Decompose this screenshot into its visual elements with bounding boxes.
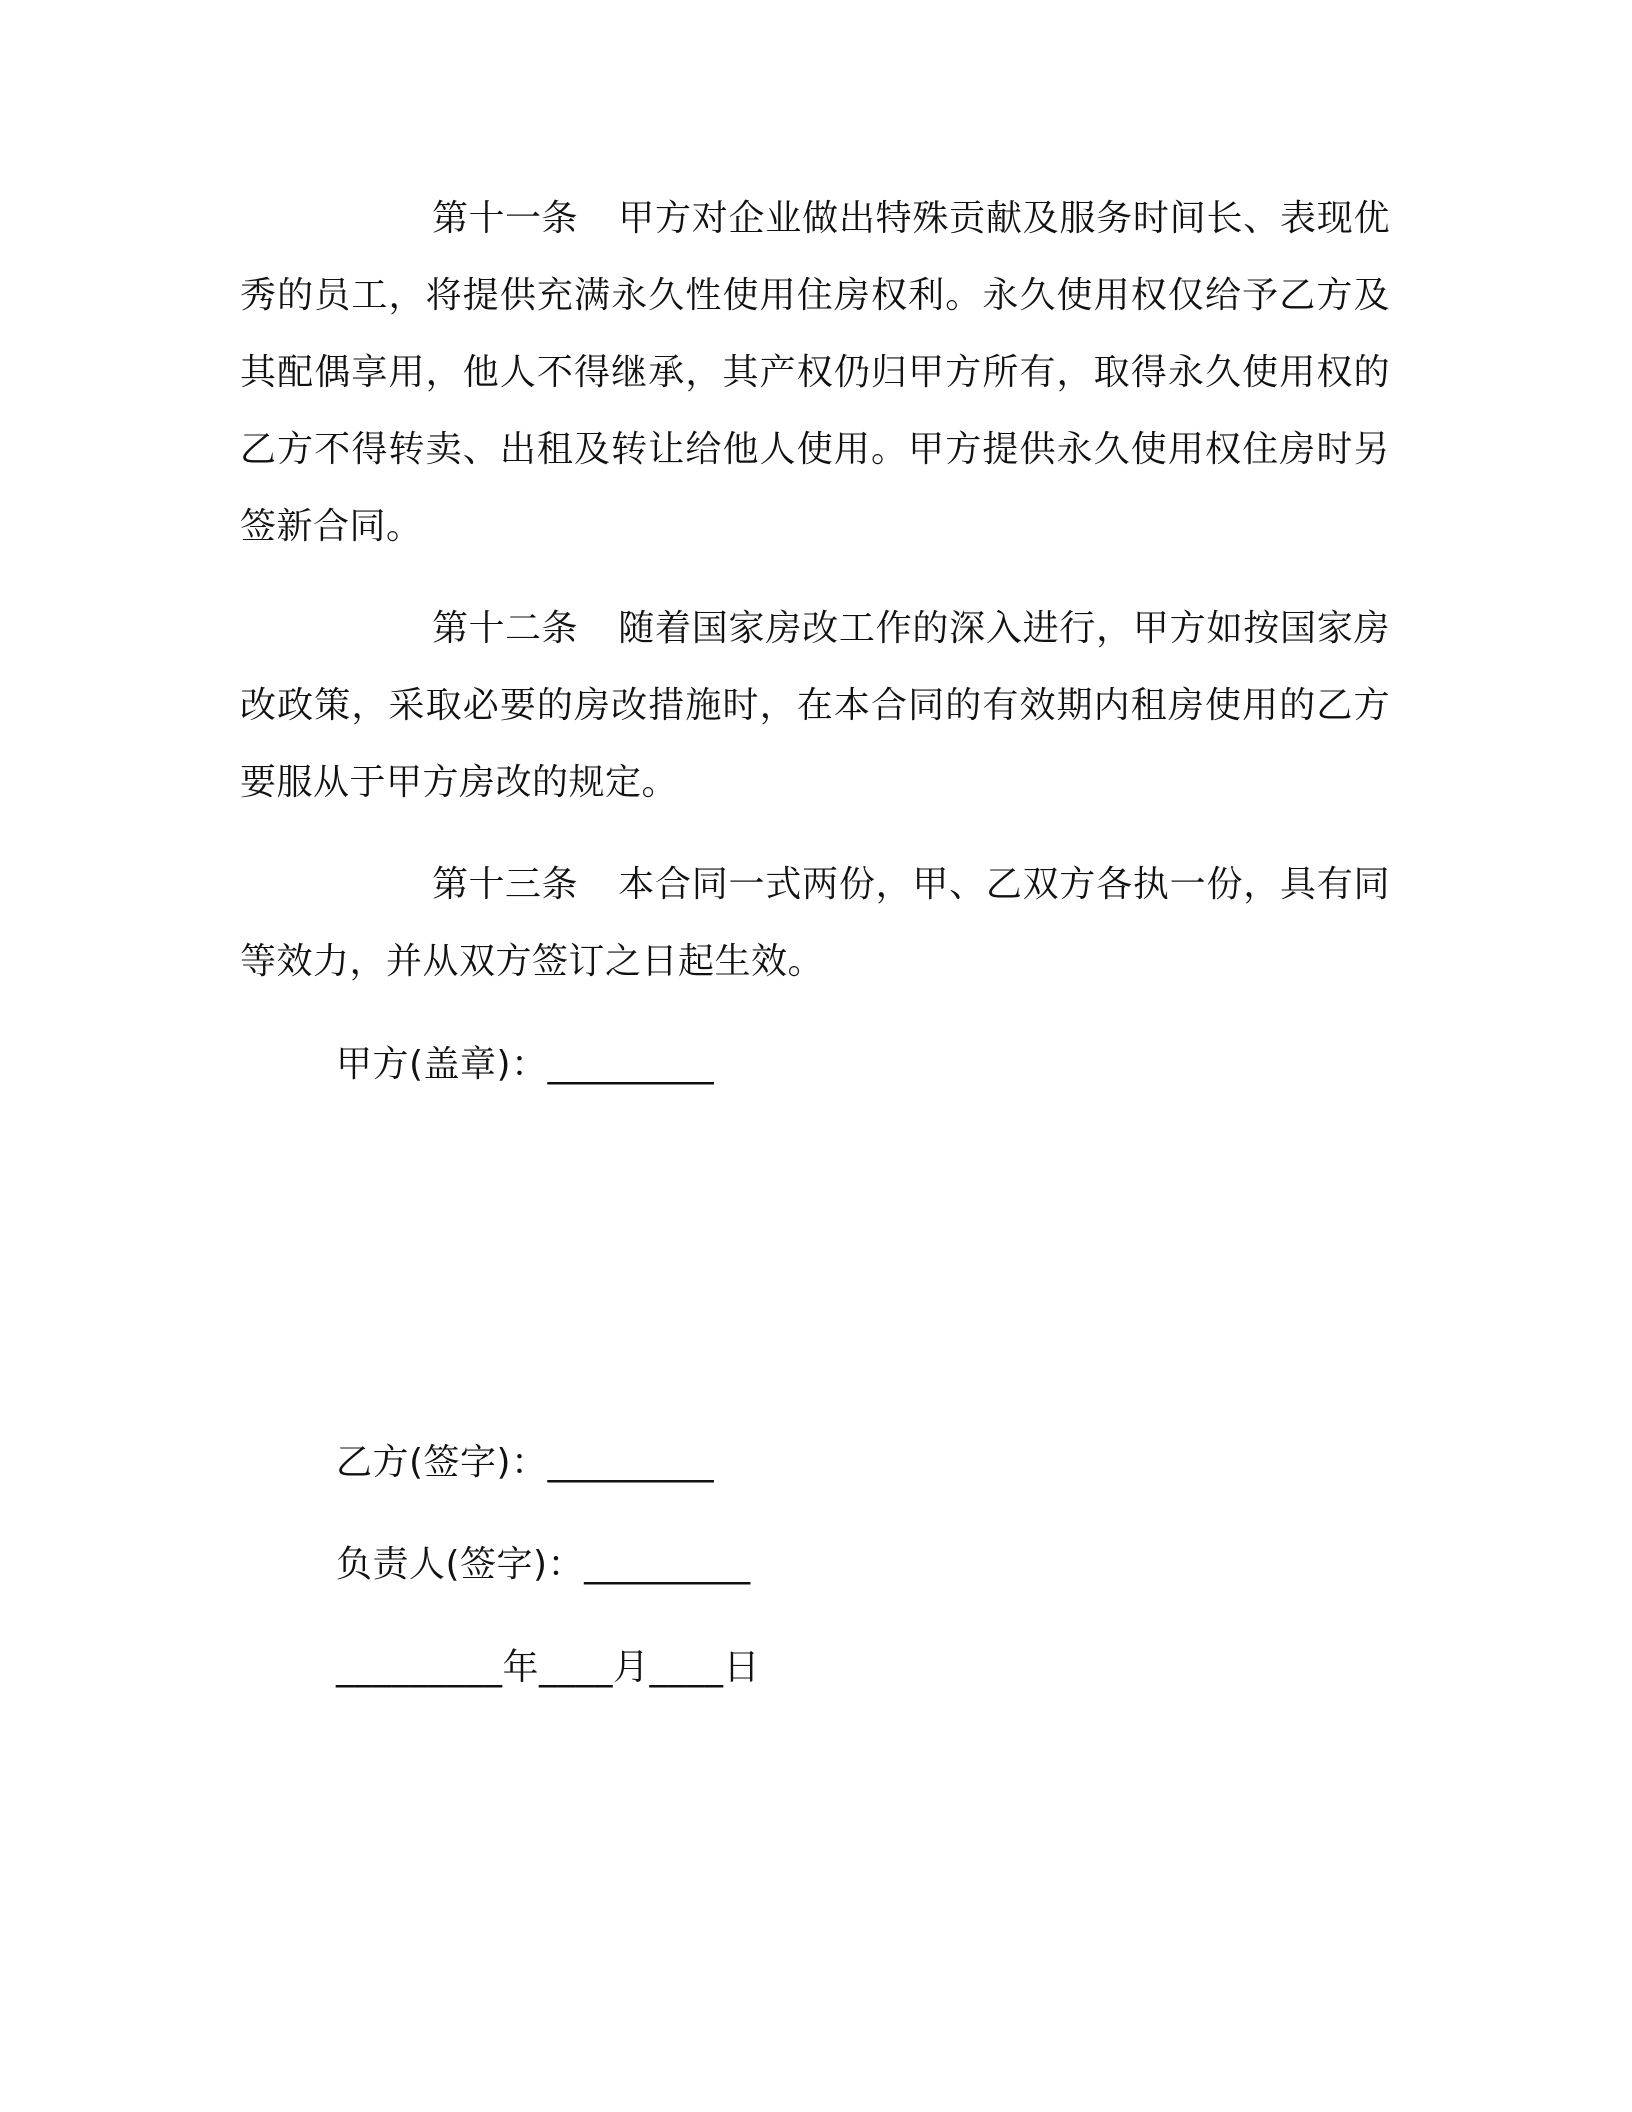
article-13 bbox=[240, 846, 1390, 1000]
article-number: 第十二条 bbox=[432, 608, 579, 649]
party-b-signature-line: 乙方(签字)：_________ bbox=[336, 1442, 715, 1483]
article-number: 第十三条 bbox=[432, 864, 579, 905]
party-a-seal-line: 甲方(盖章)：_________ bbox=[336, 1044, 715, 1085]
article-text: 随着国家房改工作的深入进行，甲方如按国家房改政策，采取必要的房改措施时，在本合同的有效期内租房使用的乙方要服从于甲方房改的规定。 bbox=[240, 608, 1390, 803]
date-line: _________年____月____日 bbox=[336, 1647, 760, 1688]
article-12 bbox=[240, 590, 1390, 821]
article-text: 本合同一式两份，甲、乙双方各执一份，具有同等效力，并从双方签订之日起生效。 bbox=[240, 864, 1390, 982]
responsible-signature-line: 负责人(签字)：_________ bbox=[336, 1544, 751, 1585]
article-11 bbox=[240, 180, 1390, 565]
article-number: 第十一条 bbox=[432, 198, 579, 239]
article-text: 甲方对企业做出特殊贡献及服务时间长、表现优秀的员工，将提供充满永久性使用住房权利。永久使用权仅给予乙方及其配偶享用，他人不得继承，其产权仍归甲方所有，取得永久使用权的乙方不得转卖、出租及转让给他人使用。甲方提供永久使用权住房时另签新合同。 bbox=[240, 198, 1390, 547]
